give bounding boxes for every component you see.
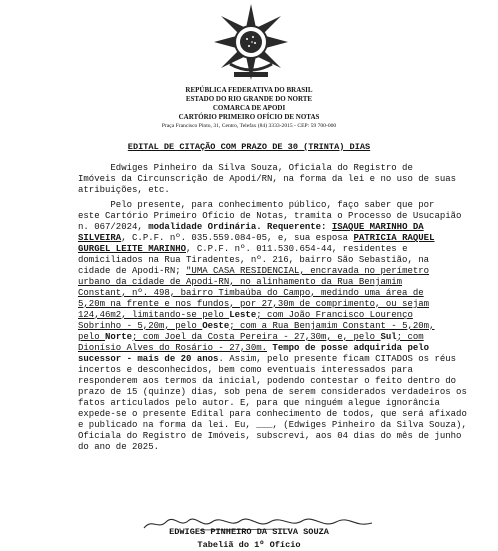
applicant-name-1: ISAQUE MARINHO DA [331, 222, 424, 232]
body-line [78, 332, 424, 342]
applicant-cpf: , C.P.F. nº. 035.559.084-05, e, sua esposa [121, 233, 354, 243]
body-line [78, 266, 429, 276]
boundary-north-owner: ; com Joel da Costa Pereira - 27,30m, e, pelo [132, 332, 381, 342]
applicant-name-1b: SILVEIRA [78, 233, 122, 243]
header-republic: REPÚBLICA FEDERATIVA DO BRASIL [185, 86, 313, 94]
boundary-east: Leste [229, 310, 257, 320]
boundary-east-measure: Sobrinho - 5,20m, pelo [78, 321, 203, 331]
boundary-pelo: pelo [78, 332, 106, 342]
possession-time: Tempo de posse adquirida pelo [267, 343, 430, 353]
body-line [78, 222, 424, 232]
body-line: Imóveis da Circunscrição de Apodi/RN, na forma da lei e no uso de suas [78, 174, 457, 184]
document-title-text: EDITAL DE CITAÇÃO COM PRAZO DE 30 (TRINTA) DIAS [127, 142, 371, 152]
modality: modalidade Ordinária. Requerente: [148, 222, 332, 232]
boundary-south-owner: Dionísio Alves do Rosário - 27,30m. [78, 343, 268, 353]
body-line: Oficiala do Registro de Imóveis, subscrevi, aos 04 dias do mês de junho [78, 431, 462, 441]
boundary-north: Norte [105, 332, 133, 342]
body-line: fatos articulados pelo autor. E, para que ninguém alegue ignorância [78, 398, 440, 408]
signer-role: Tabeliã do 1º Ofício [197, 540, 301, 550]
boundary-west: Oeste [202, 321, 230, 331]
boundary-west-owner: ; com a Rua Benjamim Constant - 5,20m, [229, 321, 435, 331]
body-line: e publicado na forma da lei. Eu, ___, (Edwiges Pinheiro da Silva Souza), [78, 420, 467, 430]
body-line: Pelo presente, para conhecimento público, faço saber que por [78, 200, 435, 210]
header-office: CARTÓRIO PRIMEIRO OFÍCIO DE NOTAS [178, 113, 320, 121]
body-line: atribuições, etc. [78, 185, 170, 195]
applicant-2-cpf: , C.P.F. nº. 011.530.654-44, residentes e [186, 244, 408, 254]
body-line: domiciliados na Rua Tiradentes, nº. 216, bairro São Sebastião, na [78, 255, 430, 265]
header-address: Praça Francisco Pinto, 31, Centro, Telefax (84) 3333-2015 - CEP: 59 700-000 [161, 123, 337, 129]
citation-text: . Assim, pelo presente ficam CITADOS os réus [218, 354, 457, 364]
property-description-4: 5,20m na frente e nos fundos, por 27,30m de comprimento, ou sejam [78, 299, 430, 309]
property-area: 124,46m2, limitando-se pelo [78, 310, 230, 320]
boundary-south: Sul [380, 332, 397, 342]
property-description-3: Constant, nº. 498, bairro Timbaúba do Campo, medindo uma área de [78, 288, 424, 298]
body-line [78, 299, 429, 309]
body-line [78, 343, 429, 353]
property-description: "UMA CASA RESIDENCIAL, encravada no perímetro [186, 266, 430, 276]
header-state: ESTADO DO RIO GRANDE DO NORTE [185, 95, 313, 103]
body-line: este Cartório Primeiro Ofício de Notas, tramita o Processo de Usucapião [78, 211, 462, 221]
body-line: expede-se o presente Edital para conhecimento de todos, que será afixado [78, 409, 467, 419]
applicant-name-2: PATRICIA RAQUEL [353, 233, 435, 243]
process-number: n. 067/2024, [78, 222, 149, 232]
body-line: Edwiges Pinheiro da Silva Souza, Oficiala do Registro de [78, 163, 413, 173]
boundary-east-owner: ; com João Francisco Lourenço [256, 310, 413, 320]
body-line [78, 354, 456, 364]
property-description-2: urbano da cidade de Apodi-RN, no alinhamento da Rua Benjamim [78, 277, 403, 287]
body-line [78, 288, 424, 298]
coat-of-arms-icon [212, 2, 290, 82]
body-line [78, 233, 434, 243]
body-line: do ano de 2025. [78, 442, 160, 452]
boundary-south-com: ; com [396, 332, 424, 342]
body-line: incertos e desconhecidos, bem como eventuais interessados para [78, 365, 413, 375]
body-line [78, 244, 407, 254]
applicant-name-2b: GURGEL LEITE MARINHO [78, 244, 187, 254]
city-text: cidade de Apodi-RN; [78, 266, 187, 276]
header-district: COMARCA DE APODI [212, 104, 286, 112]
body-line: responderem aos termos da inicial, podendo contestar o feito dentro do [78, 376, 457, 386]
body-line: prazo de 15 (quinze) dias, sob pena de serem considerados verdadeiros os [78, 387, 467, 397]
document-title [0, 142, 498, 152]
body-line [78, 321, 434, 331]
signer-name: EDWIGES PINHEIRO DA SILVA SOUZA [169, 527, 329, 537]
body-line [78, 277, 402, 287]
possession-years: sucessor - mais de 20 anos [78, 354, 219, 364]
body-line [78, 310, 413, 320]
